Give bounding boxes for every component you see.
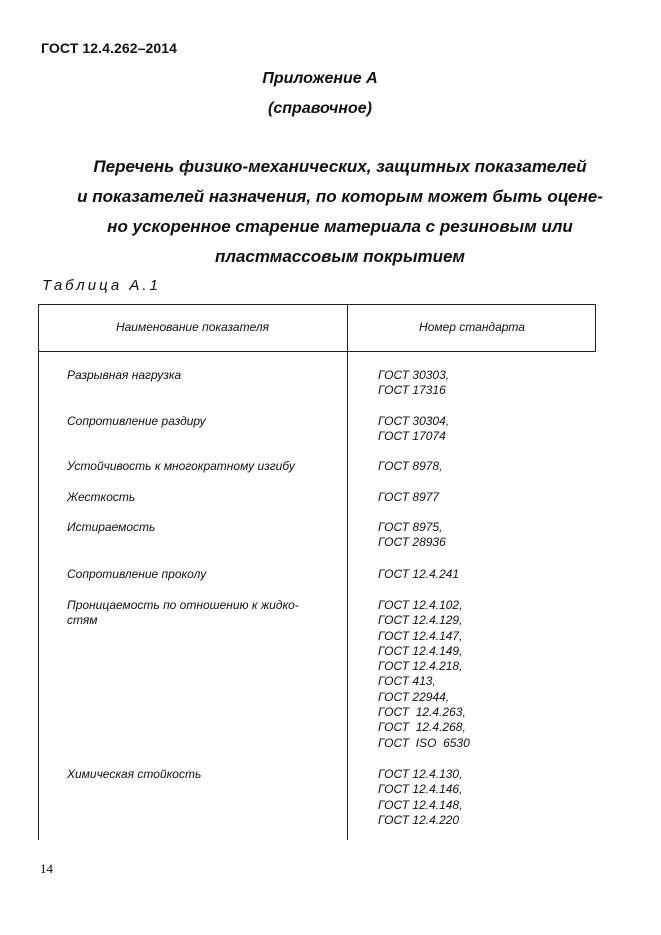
section-heading — [40, 152, 640, 272]
indicator-name: Проницаемость по отношению к жидко- стям — [67, 598, 299, 627]
standard-number: ГОСТ 12.4.147, — [378, 628, 463, 643]
standard-list — [378, 520, 588, 551]
table-border-top — [38, 304, 596, 305]
heading-line: Перечень физико-механических, защитных показателей — [93, 157, 587, 176]
indicator-name: Разрывная нагрузка — [67, 368, 182, 382]
standard-number: ГОСТ 12.4.220 — [378, 812, 460, 827]
heading-line: пластмассовым покрытием — [215, 247, 465, 266]
standard-number: ГОСТ 30304, — [378, 414, 450, 428]
standard-number: ГОСТ 12.4.148, — [378, 797, 463, 812]
table-border-left — [38, 304, 39, 840]
indicator-name: Сопротивление раздиру — [67, 414, 206, 428]
table-header-divider — [38, 351, 596, 352]
indicator-name: Химическая стойкость — [67, 767, 202, 781]
standard-number: ГОСТ 12.4.102, — [378, 598, 463, 612]
indicator-name: Жесткость — [67, 490, 136, 504]
appendix-subtitle: (справочное) — [268, 100, 372, 117]
heading-line: но ускоренное старение материала с резиновым или — [107, 217, 573, 236]
standard-number: ГОСТ ISO 6530 — [378, 735, 470, 750]
standard-number: ГОСТ 12.4.130, — [378, 767, 463, 781]
standard-list — [378, 567, 588, 582]
indicator-name: Сопротивление проколу — [67, 567, 207, 581]
standard-number: ГОСТ 22944, — [378, 689, 450, 704]
column-header-standard: Номер стандарта — [419, 320, 525, 334]
indicator-name: Истираемость — [67, 520, 156, 534]
standard-number: ГОСТ 12.4.146, — [378, 782, 463, 797]
standard-number: ГОСТ 8977 — [378, 490, 440, 504]
table-column-divider — [347, 304, 348, 840]
standard-number: ГОСТ 8975, — [378, 520, 443, 534]
standard-number: ГОСТ 30303, — [378, 368, 450, 382]
column-header-indicator: Наименование показателя — [115, 320, 270, 334]
standard-list — [378, 490, 588, 505]
standard-number: ГОСТ 17074 — [378, 429, 446, 444]
standard-number: ГОСТ 12.4.149, — [378, 643, 463, 658]
standard-list — [378, 598, 588, 751]
indicator-name: Устойчивость к многократному изгибу — [67, 459, 295, 473]
standard-list — [378, 414, 588, 445]
standard-number: ГОСТ 12.4.241 — [378, 567, 460, 581]
standard-number: ГОСТ 413, — [378, 674, 436, 689]
document-code: ГОСТ 12.4.262–2014 — [41, 40, 178, 56]
standard-number: ГОСТ 28936 — [378, 535, 446, 550]
standard-number: ГОСТ 12.4.129, — [378, 613, 463, 628]
standard-number: ГОСТ 17316 — [378, 383, 446, 398]
appendix-heading — [0, 64, 640, 124]
standard-number: ГОСТ 12.4.218, — [378, 659, 463, 674]
standards-table — [38, 304, 596, 840]
standard-list — [378, 368, 588, 399]
appendix-title: Приложение А — [262, 70, 378, 87]
table-caption: Таблица А.1 — [42, 277, 161, 294]
standard-number: ГОСТ 8978, — [378, 459, 443, 473]
standard-list — [378, 459, 588, 474]
standard-number: ГОСТ 12.4.268, — [378, 720, 466, 735]
page-number: 14 — [40, 861, 53, 876]
standard-number: ГОСТ 12.4.263, — [378, 705, 466, 720]
standard-list — [378, 767, 588, 828]
heading-line: и показателей назначения, по которым может быть оцене- — [77, 187, 603, 206]
